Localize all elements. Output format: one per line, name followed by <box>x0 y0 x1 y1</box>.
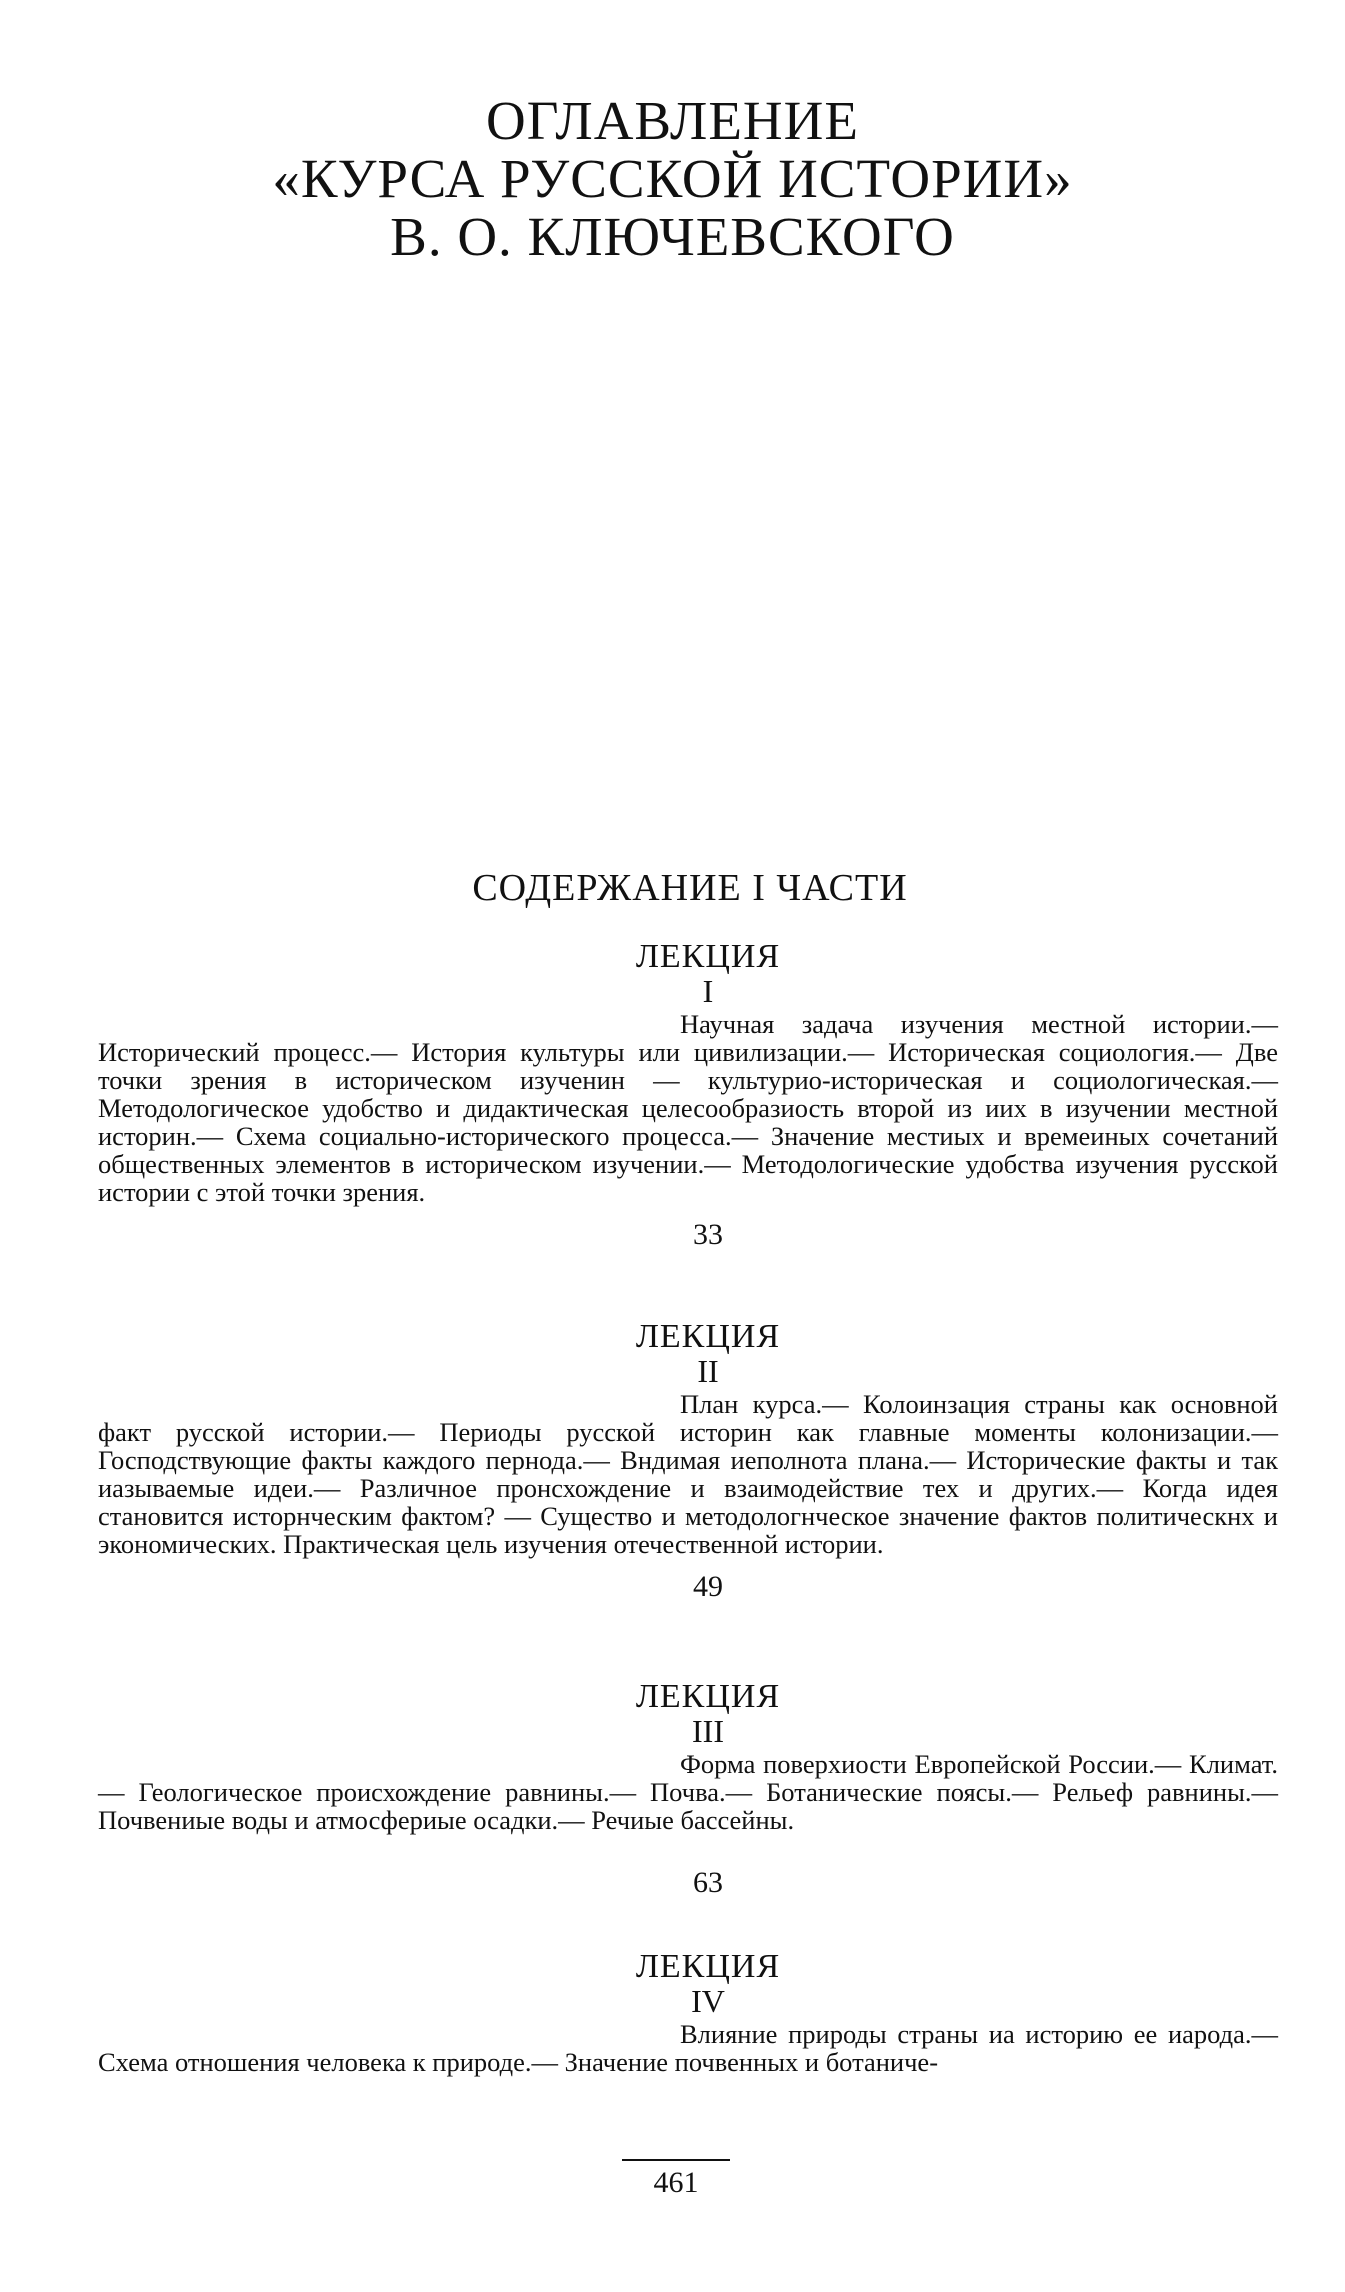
lecture-heading: ЛЕКЦИЯ <box>635 1678 781 1715</box>
lecture-number: I <box>702 973 714 1009</box>
lecture-summary: Форма поверхиости Европейской России.— Климат.— Геологическое происхождение равнины.— Почва.— Ботанические поясы.— Рельеф равнины.— Почвениые воды и атмосфериые осадки.— Речиые бассейны. <box>98 1749 1278 1835</box>
lecture-1 <box>98 940 1278 1252</box>
title-line-3: В. О. КЛЮЧЕВСКОГО <box>390 206 955 267</box>
lecture-page-number: 63 <box>693 1866 723 1899</box>
title-line-1: ОГЛАВЛЕНИЕ <box>486 90 859 151</box>
lecture-page-number: 49 <box>693 1570 723 1603</box>
lecture-4 <box>98 1950 1278 2076</box>
title-line-2: «КУРСА РУССКОЙ ИСТОРИИ» <box>272 148 1073 209</box>
lecture-number: II <box>697 1353 719 1389</box>
document-title <box>0 92 1345 266</box>
lecture-2 <box>98 1320 1278 1604</box>
lecture-3 <box>98 1680 1278 1900</box>
section-title: СОДЕРЖАНИЕ I ЧАСТИ <box>472 867 908 909</box>
lecture-summary: Влияние природы страны иа историю ее иарода.— Схема отношения человека к природе.— Значение почвенных и ботаниче- <box>98 2019 1278 2077</box>
lecture-heading: ЛЕКЦИЯ <box>635 1948 781 1985</box>
lecture-heading: ЛЕКЦИЯ <box>635 1318 781 1355</box>
lecture-summary: Научная задача изучения местной истории.— Исторический процесс.— История культуры или цивилизации.— Историческая социология.— Две точки зрения в историческом изученин — культурио-историческая и социологическая.— Методологическое удобство и дидактическая целесообразиость второй из иих в изучении местной историн.— Схема социально-исторического процесса.— Значение местиых и времеиных сочетаний общественных элементов в историческом изучении.— Методологические удобства изучения русской истории с этой точки зрения. <box>98 1009 1278 1207</box>
footer-page-number: 461 <box>653 2166 699 2199</box>
lecture-page-number: 33 <box>693 1218 723 1251</box>
lecture-summary: План курса.— Колоинзация страны как основной факт русской истории.— Периоды русской историн как главные моменты колонизации.— Господствующие факты каждого пернода.— Вндимая иеполнота плана.— Исторические факты и так иазываемые идеи.— Различное пронсхождение и взаимодействие тех и других.— Когда идея становится исторнческим фактом? — Существо и методологнческое значение фактов политическнх и экономических. Практическая цель изучения отечественной истории. <box>98 1389 1278 1559</box>
lecture-number: IV <box>691 1983 725 2019</box>
lecture-heading: ЛЕКЦИЯ <box>635 938 781 975</box>
lecture-number: III <box>692 1713 724 1749</box>
footer-rule <box>622 2159 730 2161</box>
